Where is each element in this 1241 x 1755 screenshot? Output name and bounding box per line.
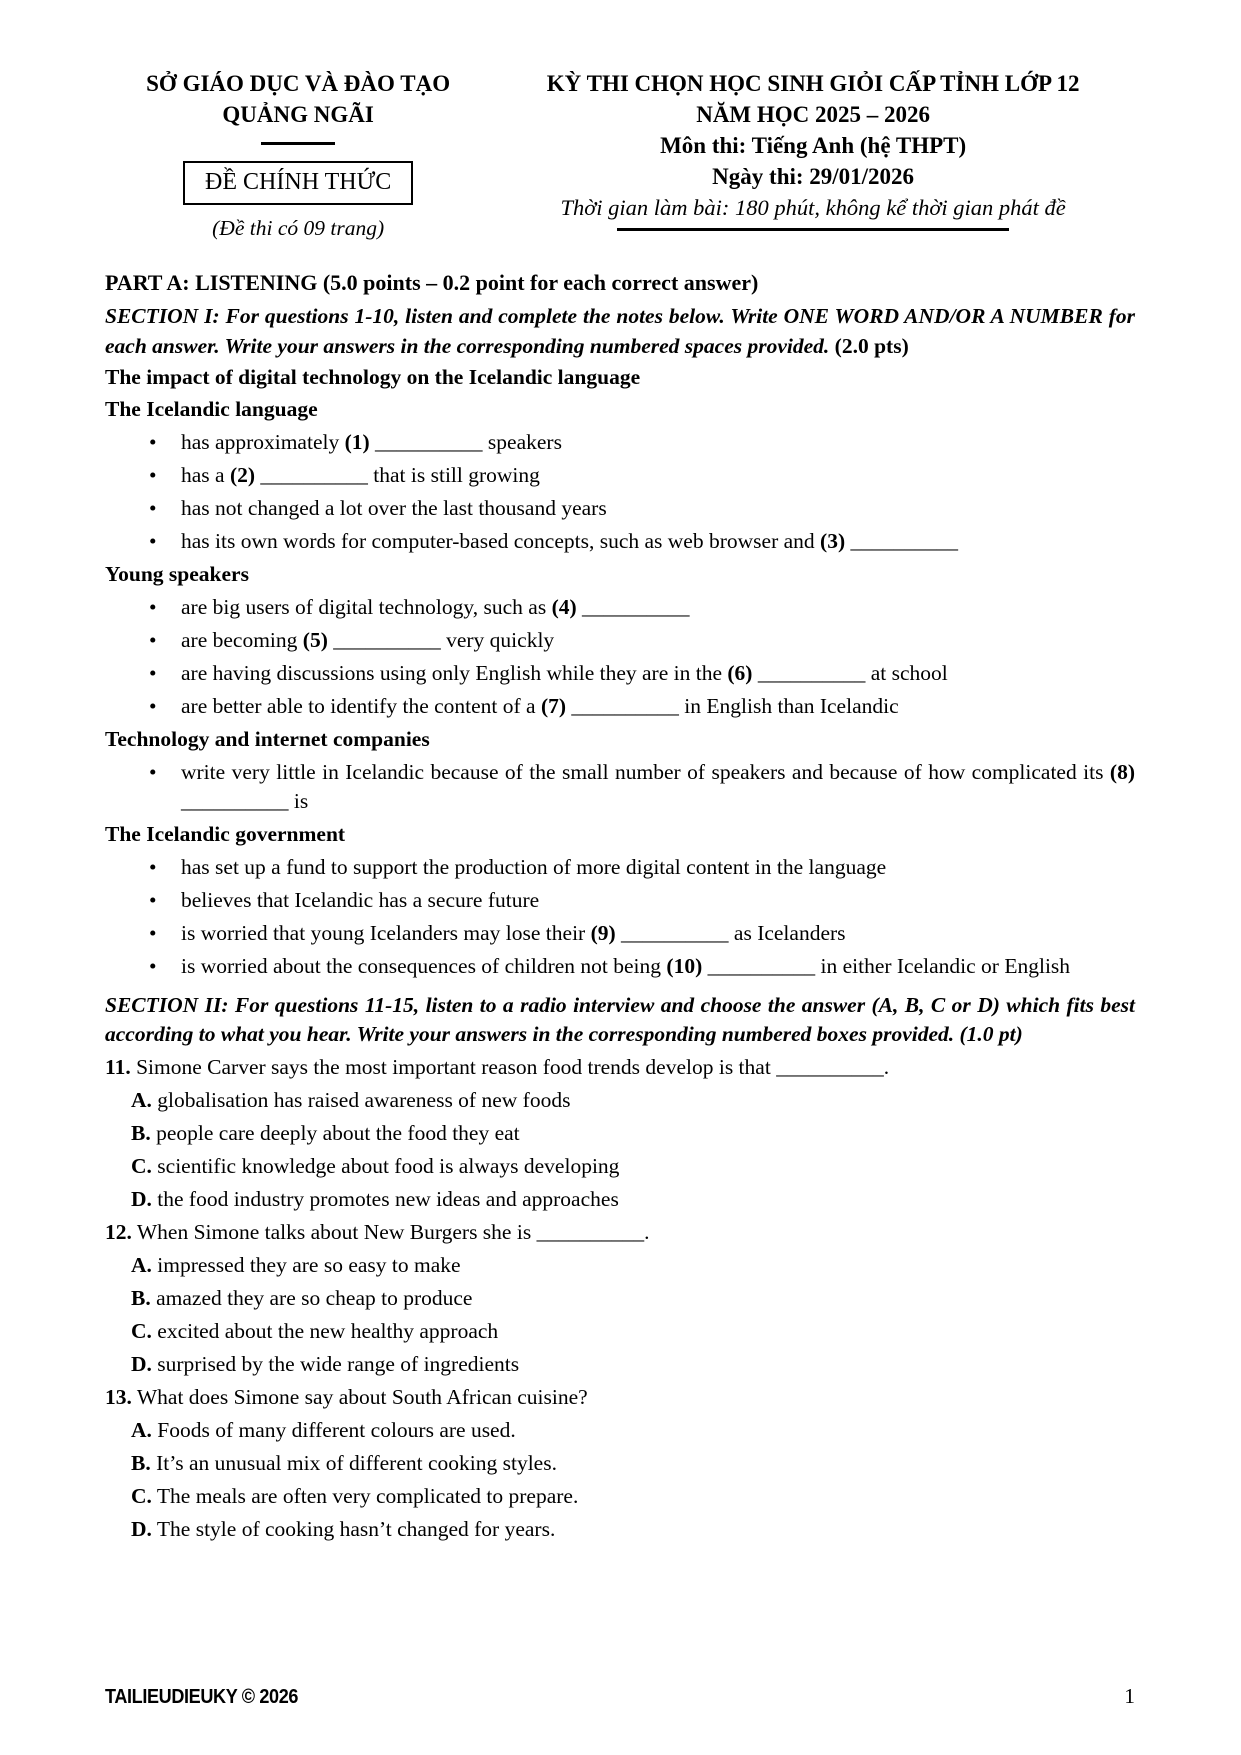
question-11-option-b: B. people care deeply about the food they eat <box>131 1121 520 1145</box>
note-item: • has not changed a lot over the last thousand years <box>147 494 1135 524</box>
answer-blank-3: __________ <box>845 528 958 553</box>
exam-title-block <box>491 68 1135 244</box>
exam-duration: Thời gian làm bài: 180 phút, không kể thời gian phát đề <box>560 195 1066 220</box>
question-13-option-c: C. The meals are often very complicated to prepare. <box>131 1484 579 1508</box>
question-13-option-d: D. The style of cooking hasn’t changed for years. <box>131 1517 556 1541</box>
answer-blank-1: __________ <box>369 429 483 454</box>
answer-blank-12: __________. <box>531 1220 650 1244</box>
question-11 <box>105 1053 1135 1215</box>
question-13-option-a: A. Foods of many different colours are used. <box>131 1418 516 1442</box>
issuer-department: SỞ GIÁO DỤC VÀ ĐÀO TẠO <box>146 71 451 96</box>
group-heading-icelandic-government: The Icelandic government <box>105 822 346 846</box>
notes-list-young-speakers <box>105 593 1135 722</box>
note-item-4: • are big users of digital technology, such as (4) __________ <box>147 593 1135 623</box>
question-12-stem: 12. When Simone talks about New Burgers she is __________. <box>105 1220 650 1244</box>
question-13-stem: 13. What does Simone say about South African cuisine? <box>105 1385 588 1409</box>
title-underline <box>617 228 1009 231</box>
section-2-instructions: SECTION II: For questions 11-15, listen to a radio interview and choose the answer (A, B, C or D) which fits best according to what you hear. Write your answers in the corresponding numbered boxes provided. (1.0 pt) <box>105 992 1135 1046</box>
note-item-9: • is worried that young Icelanders may lose their (9) __________ as Icelanders <box>147 919 1135 949</box>
question-11-option-d: D. the food industry promotes new ideas and approaches <box>131 1187 619 1211</box>
group-heading-young-speakers: Young speakers <box>105 561 249 586</box>
notes-title: The impact of digital technology on the Icelandic language <box>105 365 641 389</box>
notes-list-icelandic-government <box>105 853 1135 982</box>
section-1-instructions-text: SECTION I: For questions 1-10, listen and complete the notes below. Write ONE WORD AND/OR A NUMBER for each answer. Write your answers in the corresponding numbered spaces provided. <box>105 304 1135 358</box>
page-footer <box>105 1682 1135 1712</box>
answer-blank-4: __________ <box>576 594 690 619</box>
note-item-5: • are becoming (5) __________ very quickly <box>147 626 1135 656</box>
question-12-option-d: D. surprised by the wide range of ingredients <box>131 1352 520 1376</box>
header <box>105 0 1135 244</box>
note-item-8: • write very little in Icelandic because of the small number of speakers and because of how complicated its (8) __________ is <box>147 758 1135 817</box>
answer-blank-10: __________ <box>702 954 816 978</box>
part-a-title: PART A: LISTENING (5.0 points – 0.2 point for each correct answer) <box>105 269 759 295</box>
issuer-divider-line <box>261 142 335 145</box>
page-number: 1 <box>1124 1683 1135 1708</box>
note-item: • believes that Icelandic has a secure future <box>147 886 1135 916</box>
note-item-2: • has a (2) __________ that is still growing <box>147 461 1135 491</box>
question-13 <box>105 1383 1135 1545</box>
exam-body <box>105 268 1135 1545</box>
question-11-stem: 11. Simone Carver says the most important reason food trends develop is that __________. <box>105 1055 890 1079</box>
question-12-option-b: B. amazed they are so cheap to produce <box>131 1286 473 1310</box>
footer-brand: TAILIEUDIEUKY © 2026 <box>105 1684 299 1708</box>
notes-list-tech-companies <box>105 758 1135 817</box>
answer-blank-6: __________ <box>752 660 866 685</box>
answer-blank-11: __________. <box>770 1055 890 1079</box>
exam-subject: Môn thi: Tiếng Anh (hệ THPT) <box>660 133 967 158</box>
answer-blank-5: __________ <box>327 627 441 652</box>
answer-blank-7: __________ <box>566 693 679 718</box>
exam-title: KỲ THI CHỌN HỌC SINH GIỎI CẤP TỈNH LỚP 12 <box>546 71 1080 96</box>
note-item-7: • are better able to identify the content of a (7) __________ in English than Icelandic <box>147 692 1135 722</box>
note-item-6: • are having discussions using only English while they are in the (6) __________ at school <box>147 659 1135 689</box>
issuer-province: QUẢNG NGÃI <box>222 102 374 127</box>
question-12-option-c: C. excited about the new healthy approach <box>131 1319 499 1343</box>
official-exam-label: ĐỀ CHÍNH THỨC <box>205 169 392 195</box>
question-12-option-a: A. impressed they are so easy to make <box>131 1253 461 1277</box>
exam-date: Ngày thi: 29/01/2026 <box>712 164 915 189</box>
question-12 <box>105 1218 1135 1380</box>
note-item-1: • has approximately (1) __________ speakers <box>147 428 1135 458</box>
answer-blank-8: __________ <box>181 789 289 813</box>
question-11-option-c: C. scientific knowledge about food is always developing <box>131 1154 620 1178</box>
section-1-instructions <box>105 302 1135 361</box>
answer-blank-2: __________ <box>255 462 368 487</box>
note-item-3: • has its own words for computer-based concepts, such as web browser and (3) __________ <box>147 527 1135 557</box>
note-item: • has set up a fund to support the production of more digital content in the language <box>147 853 1135 883</box>
official-exam-box <box>183 161 413 205</box>
page-count-note: (Đề thi có 09 trang) <box>212 216 385 240</box>
group-heading-tech-companies: Technology and internet companies <box>105 726 430 751</box>
answer-blank-9: __________ <box>615 921 729 945</box>
group-heading-icelandic-language: The Icelandic language <box>105 396 318 421</box>
note-item-10: • is worried about the consequences of children not being (10) __________ in either Icelandic or English <box>147 952 1135 982</box>
school-year: NĂM HỌC 2025 – 2026 <box>696 102 931 127</box>
section-1-points: (2.0 pts) <box>834 333 909 358</box>
issuer-block <box>105 68 491 244</box>
question-13-option-b: B. It’s an unusual mix of different cooking styles. <box>131 1451 557 1475</box>
notes-list-icelandic-language <box>105 428 1135 557</box>
question-11-option-a: A. globalisation has raised awareness of new foods <box>131 1088 571 1112</box>
